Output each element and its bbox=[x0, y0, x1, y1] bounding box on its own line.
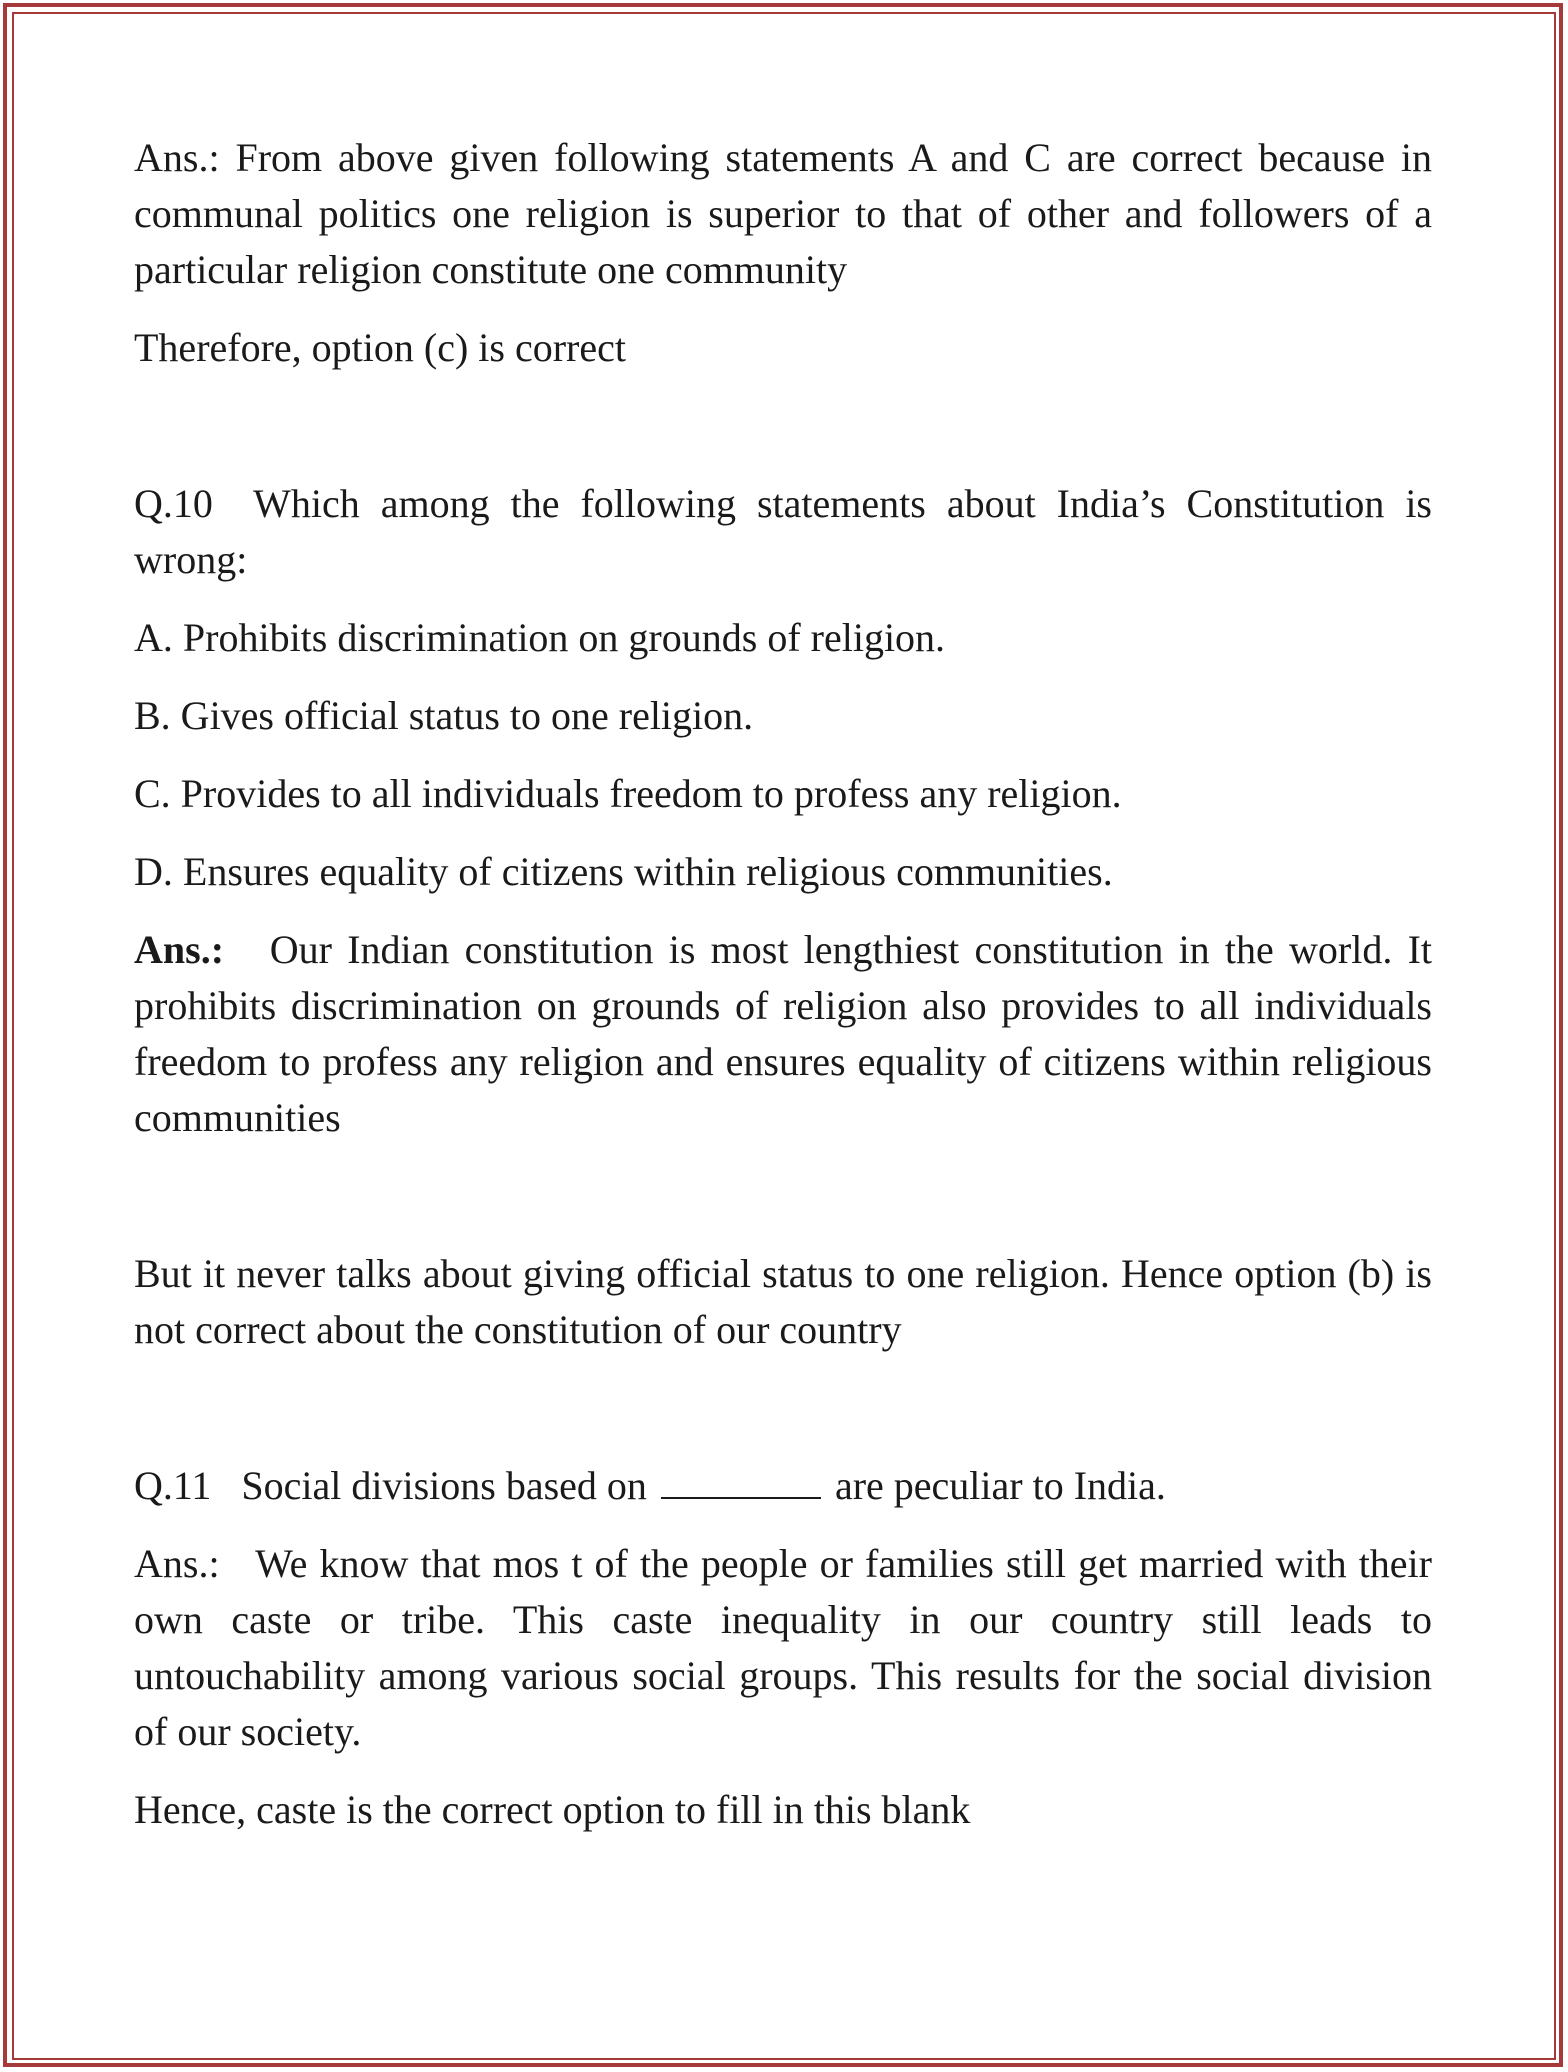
q10-question-text: Which among the following statements about India’s Constitution is wrong: bbox=[134, 481, 1432, 582]
q10-option-b: B. Gives official status to one religion. bbox=[134, 693, 754, 738]
q10-label: Q.10 bbox=[134, 481, 213, 526]
q11-answer-text: We know that mos t of the people or families still get married with their own caste or tribe. This caste inequality in our country still leads to untouchability among various social groups. This results for the social division of our society. bbox=[134, 1541, 1432, 1754]
q11-answer-paragraph bbox=[134, 1536, 1432, 1760]
q10-option-c: C. Provides to all individuals freedom to profess any religion. bbox=[134, 771, 1122, 816]
q11-answer-label: Ans.: bbox=[134, 1541, 220, 1586]
q11-conclusion: Hence, caste is the correct option to fill in this blank bbox=[134, 1787, 971, 1832]
q11-question-before: Social divisions based on bbox=[241, 1463, 647, 1508]
fill-in-blank bbox=[661, 1463, 821, 1499]
q11-label: Q.11 bbox=[134, 1463, 212, 1508]
q11-question bbox=[134, 1458, 1432, 1514]
q10-question bbox=[134, 476, 1432, 588]
document-body bbox=[134, 130, 1432, 1860]
section-gap bbox=[134, 1380, 1432, 1458]
q11-question-after: are peculiar to India. bbox=[834, 1463, 1166, 1508]
q10-answer-text: Our Indian constitution is most lengthiest constitution in the world. It prohibits discrimination on grounds of religion also provides to all individuals freedom to profess any religion and ensures equality of citizens within religious communities bbox=[134, 927, 1433, 1140]
section-gap bbox=[134, 398, 1432, 476]
q9-answer-paragraph: Ans.: From above given following statements A and C are correct because in communal politics one religion is superior to that of other and followers of a particular religion constitute one community bbox=[134, 135, 1432, 292]
q10-option-a: A. Prohibits discrimination on grounds of religion. bbox=[134, 615, 946, 660]
q10-answer-paragraph bbox=[134, 922, 1432, 1146]
q9-conclusion: Therefore, option (c) is correct bbox=[134, 325, 626, 370]
section-gap bbox=[134, 1168, 1432, 1246]
q10-option-d: D. Ensures equality of citizens within religious communities. bbox=[134, 849, 1113, 894]
q10-followup: But it never talks about giving official status to one religion. Hence option (b) is not correct about the constitution of our country bbox=[134, 1251, 1432, 1352]
q10-answer-label: Ans.: bbox=[134, 927, 225, 972]
